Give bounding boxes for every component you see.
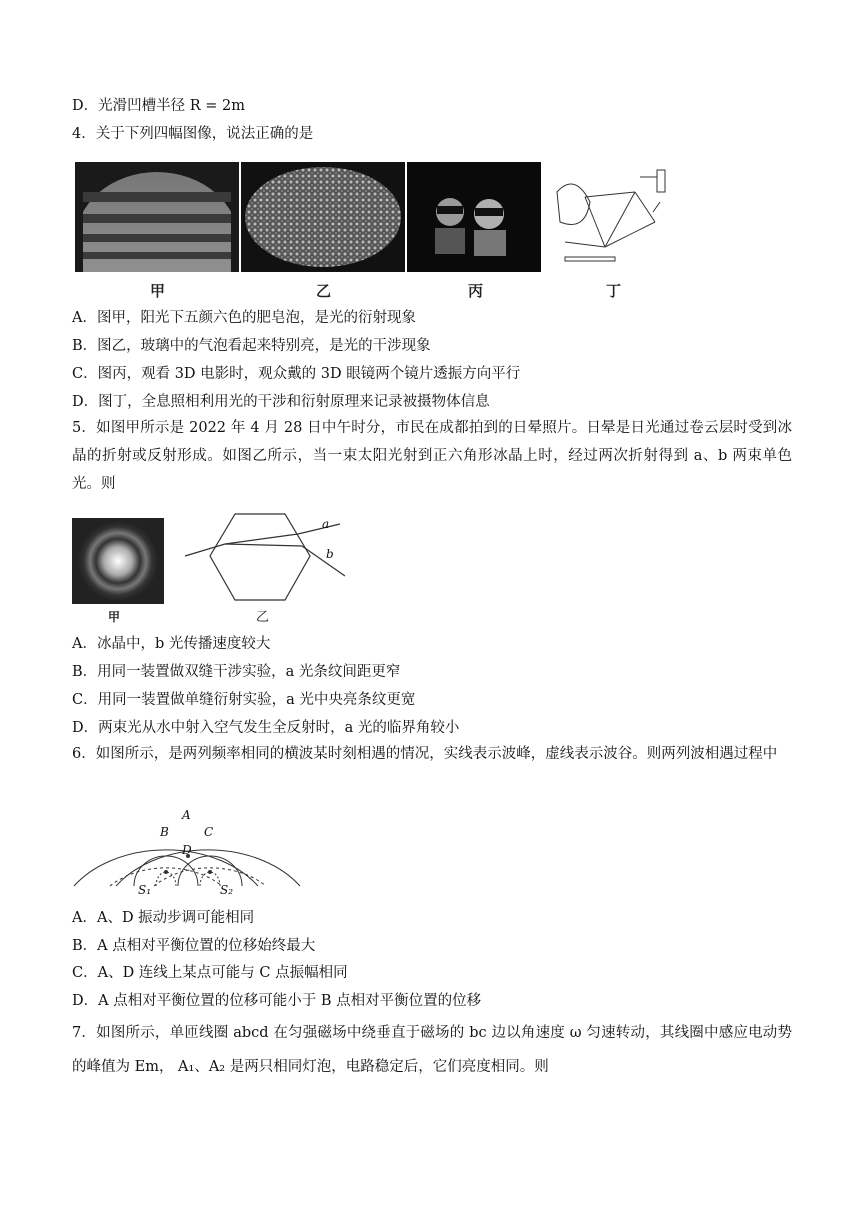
caption-bing: 丙 (468, 282, 484, 300)
source-s2: S₂ (220, 883, 234, 897)
q4-option-d: D．图丁，全息照相利用光的干涉和衍射原理来记录被摄物体信息 (72, 394, 490, 410)
q6-option-a: A．A、D 振动步调可能相同 (72, 910, 255, 926)
holography-diagram (545, 162, 673, 272)
q4-option-a: A．图甲，阳光下五颜六色的肥皂泡，是光的衍射现象 (72, 310, 416, 326)
q3-option-d: D．光滑凹槽半径 R = 2m (72, 98, 245, 114)
q5-option-d: D．两束光从水中射入空气发生全反射时，a 光的临界角较小 (72, 720, 460, 736)
glass-bubbles-photo (241, 162, 405, 272)
sun-halo-photo (72, 518, 164, 604)
soap-bubble-photo (75, 162, 239, 272)
source-s1: S₁ (138, 883, 152, 897)
point-d: D (182, 843, 192, 857)
q5-caption-yi: 乙 (256, 610, 270, 625)
q6-option-b: B．A 点相对平衡位置的位移始终最大 (72, 938, 316, 954)
ray-label-b: b (326, 547, 334, 561)
q4-option-b: B．图乙，玻璃中的气泡看起来特别亮，是光的干涉现象 (72, 338, 431, 354)
q6-stem: 6．如图所示，是两列频率相同的横波某时刻相遇的情况，实线表示波峰，虚线表示波谷。则两列波相遇过程中 (72, 746, 778, 762)
q7-stem: 7．如图所示，单匝线圈 abcd 在匀强磁场中绕垂直于磁场的 bc 边以角速度 ω 匀速转动，其线圈中感应电动势的峰值为 Em， A₁、A₂ 是两只相同灯泡，电路稳定后，它们亮度相同。则 (72, 1025, 792, 1075)
q5-option-a: A．冰晶中，b 光传播速度较大 (72, 636, 271, 652)
point-a: A (182, 808, 191, 822)
ray-label-a: a (322, 517, 330, 531)
point-c: C (204, 825, 214, 839)
point-b: B (160, 825, 169, 839)
q6-option-c: C．A、D 连线上某点可能与 C 点振幅相同 (72, 965, 348, 981)
q5-option-b: B．用同一装置做双缝干涉实验，a 光条纹间距更窄 (72, 664, 401, 680)
q4-stem: 4．关于下列四幅图像，说法正确的是 (72, 126, 314, 142)
caption-ding: 丁 (606, 282, 622, 300)
q5-option-c: C．用同一装置做单缝衍射实验，a 光中央亮条纹更宽 (72, 692, 416, 708)
q6-option-d: D．A 点相对平衡位置的位移可能小于 B 点相对平衡位置的位移 (72, 993, 482, 1009)
3d-glasses-photo (407, 162, 541, 272)
q4-option-c: C．图丙，观看 3D 电影时，观众戴的 3D 眼镜两个镜片透振方向平行 (72, 366, 521, 382)
q5-caption-jia: 甲 (108, 610, 121, 624)
q5-stem: 5．如图甲所示是 2022 年 4 月 28 日中午时分，市民在成都拍到的日晕照片。日晕是日光通过卷云层时受到冰晶的折射或反射形成。如图乙所示，当一束太阳光射到正六角形冰晶上时，经过两次折射得到 a、b 两束单色光。则 (72, 420, 792, 492)
caption-yi: 乙 (316, 282, 332, 300)
caption-jia: 甲 (150, 282, 166, 300)
